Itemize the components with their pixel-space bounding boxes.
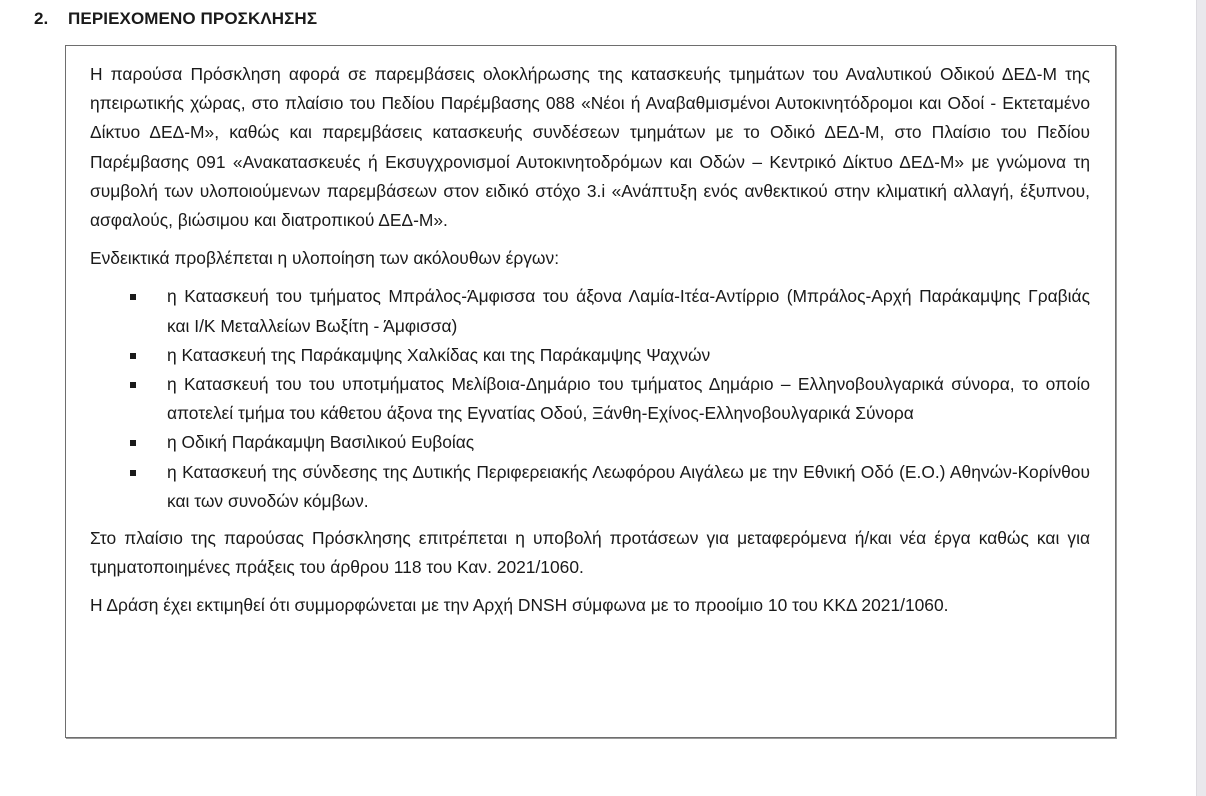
list-item (90, 282, 1090, 340)
list-item-text: η Κατασκευή της σύνδεσης της Δυτικής Περιφερειακής Λεωφόρου Αιγάλεω με την Εθνική Οδό (Ε.Ο.) Αθηνών-Κορίνθου και των συνοδών κόμβων. (167, 461, 1090, 511)
projects-list (90, 282, 1090, 516)
square-bullet-icon (130, 470, 136, 476)
square-bullet-icon (130, 382, 136, 388)
square-bullet-icon (130, 294, 136, 300)
square-bullet-icon (130, 440, 136, 446)
list-item (90, 341, 1090, 370)
section-number: 2. (34, 9, 49, 28)
content-box (65, 45, 1116, 738)
list-item (90, 428, 1090, 457)
list-item-text: η Κατασκευή του τμήματος Μπράλος-Άμφισσα του άξονα Λαμία-Ιτέα-Αντίρριο (Μπράλος-Αρχή Παράκαμψης Γραβιάς και Ι/Κ Μεταλλείων Βωξίτη - Άμφισσα) (167, 286, 1090, 336)
list-item (90, 458, 1090, 516)
section-heading (34, 9, 317, 29)
dnsh-paragraph: Η Δράση έχει εκτιμηθεί ότι συμμορφώνεται με την Αρχή DNSH σύμφωνα με το προοίμιο 10 του ΚΚΔ 2021/1060. (90, 595, 949, 616)
intro-paragraph: Η παρούσα Πρόσκληση αφορά σε παρεμβάσεις ολοκλήρωσης της κατασκευής τμημάτων του Αναλυτικού Οδικού ΔΕΔ-Μ της ηπειρωτικής χώρας, στο πλαίσιο του Πεδίου Παρέμβασης 088 «Νέοι ή Αναβαθμισμένοι Αυτοκινητόδρομοι και Οδοί - Εκτεταμένο Δίκτυο ΔΕΔ-Μ», καθώς και παρεμβάσεις κατασκευής συνδέσεων τμημάτων με το Οδικό ΔΕΔ-Μ, στο Πλαίσιο του Πεδίου Παρέμβασης 091 «Ανακατασκευές ή Εκσυγχρονισμοί Αυτοκινητοδρόμων και Οδών – Κεντρικό Δίκτυο ΔΕΔ-Μ» με γνώμονα τη συμβολή των υλοποιούμενων παρεμβάσεων στον ειδικό στόχο 3.i «Ανάπτυξη ενός ανθεκτικού στην κλιματική αλλαγή, έξυπνου, ασφαλούς, βιώσιμου και διατροπικού ΔΕΔ-Μ». (90, 64, 1090, 231)
list-intro-paragraph: Ενδεικτικά προβλέπεται η υλοποίηση των ακόλουθων έργων: (90, 248, 560, 269)
section-title: ΠΕΡΙΕΧΟΜΕΝΟ ΠΡΟΣΚΛΗΣΗΣ (68, 9, 318, 28)
square-bullet-icon (130, 353, 136, 359)
list-item-text: η Οδική Παράκαμψη Βασιλικού Ευβοίας (167, 432, 475, 453)
list-item-text: η Κατασκευή του του υποτμήματος Μελίβοια-Δημάριο του τμήματος Δημάριο – Ελληνοβουλγαρικά σύνορα, το οποίο αποτελεί τμήμα του κάθετου άξονα της Εγνατίας Οδού, Ξάνθη-Εχίνος-Ελληνοβουλγαρικά Σύνορα (167, 374, 1090, 424)
list-item-text: η Κατασκευή της Παράκαμψης Χαλκίδας και της Παράκαμψης Ψαχνών (167, 344, 711, 365)
eligibility-paragraph: Στο πλαίσιο της παρούσας Πρόσκλησης επιτρέπεται η υποβολή προτάσεων για μεταφερόμενα ή/και νέα έργα καθώς και για τμηματοποιημένες πράξεις του άρθρου 118 του Καν. 2021/1060. (90, 528, 1090, 578)
list-item (90, 370, 1090, 428)
page-edge-scrollbar[interactable] (1196, 0, 1206, 796)
